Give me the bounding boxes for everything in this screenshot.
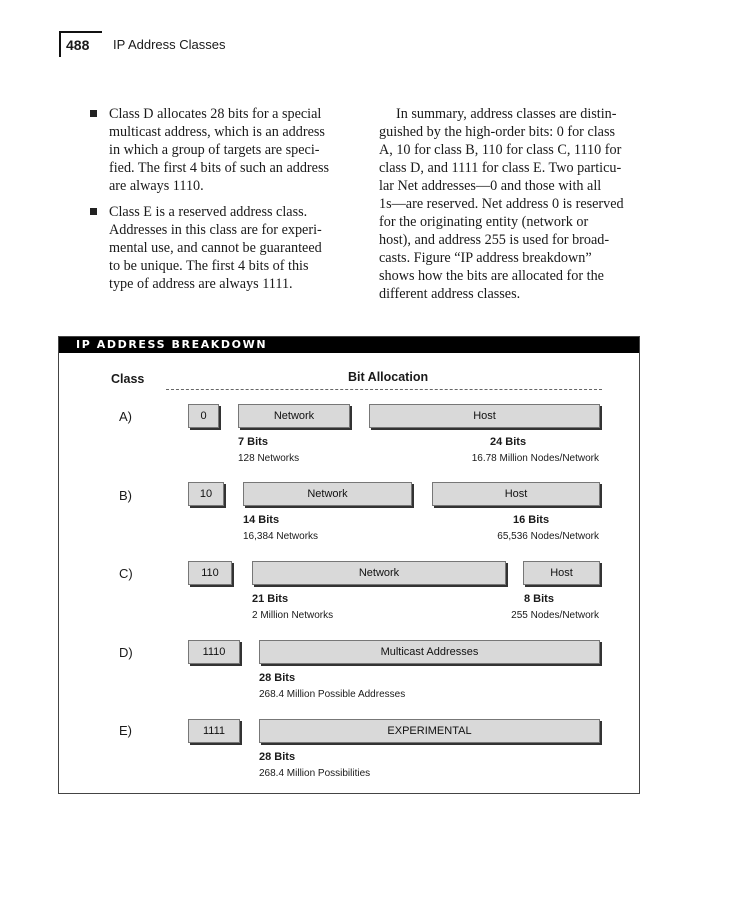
text-line: for the originating entity (network or (379, 214, 589, 230)
text-line: in which a group of targets are speci- (109, 142, 320, 158)
class-b-host-box: Host (432, 482, 600, 506)
column-header-class: Class (111, 372, 145, 386)
class-d-count: 268.4 Million Possible Addresses (259, 689, 406, 700)
header-rule-vertical (59, 31, 61, 57)
class-c-label: C) (119, 566, 133, 581)
class-c-prefix-box: 110 (188, 561, 232, 585)
class-d-multicast-box: Multicast Addresses (259, 640, 600, 664)
page-number: 488 (66, 37, 90, 53)
class-c-host-bits: 8 Bits (524, 593, 554, 605)
column-header-bit-allocation: Bit Allocation (348, 370, 429, 384)
class-d-bits: 28 Bits (259, 672, 296, 684)
section-title: IP Address Classes (113, 37, 226, 52)
class-b-host-count: 65,536 Nodes/Network (497, 531, 599, 542)
figure-title: IP ADDRESS BREAKDOWN (76, 338, 268, 351)
figure-title-bar (59, 337, 639, 353)
bullet-class-e (90, 203, 342, 293)
class-b-network-bits: 14 Bits (243, 514, 280, 526)
class-a-network-box: Network (238, 404, 350, 428)
text-line: different address classes. (379, 286, 521, 302)
text-line: to be unique. The first 4 bits of this (109, 258, 309, 274)
right-column (379, 105, 639, 303)
bullet-square-icon (90, 110, 97, 117)
class-a-network-count: 128 Networks (238, 453, 300, 464)
bullet-class-d (90, 105, 342, 195)
ip-address-breakdown-figure (58, 336, 640, 794)
text-line: mental use, and cannot be guaranteed (109, 240, 322, 256)
class-c-network-count: 2 Million Networks (252, 610, 334, 621)
class-d-prefix-box: 1110 (188, 640, 240, 664)
class-b-network-count: 16,384 Networks (243, 531, 319, 542)
class-e-label: E) (119, 723, 132, 738)
text-line: A, 10 for class B, 110 for class C, 1110 for (379, 142, 622, 158)
text-line: lar Net addresses—0 and those with all (379, 178, 602, 194)
class-c-host-count: 255 Nodes/Network (511, 610, 599, 621)
class-c-network-box: Network (252, 561, 506, 585)
left-column (90, 105, 342, 301)
class-c-host-box: Host (523, 561, 600, 585)
text-line: class D, and 1111 for class E. Two particu- (379, 160, 622, 176)
text-line: guished by the high-order bits: 0 for class (379, 124, 616, 140)
text-line: host), and address 255 is used for broad- (379, 232, 610, 248)
text-line: In summary, address classes are distin- (396, 106, 617, 122)
header-divider (166, 389, 602, 390)
text-line: Addresses in this class are for experi- (109, 222, 322, 238)
text-line: casts. Figure “IP address breakdown” (379, 250, 592, 266)
class-c-network-bits: 21 Bits (252, 593, 289, 605)
text-line: shows how the bits are allocated for the (379, 268, 604, 284)
class-e-bits: 28 Bits (259, 751, 296, 763)
class-b-network-box: Network (243, 482, 412, 506)
class-a-label: A) (119, 409, 132, 424)
class-d-label: D) (119, 645, 133, 660)
bullet-square-icon (90, 208, 97, 215)
class-a-network-bits: 7 Bits (238, 436, 268, 448)
text-line: multicast address, which is an address (109, 124, 325, 140)
text-line: Class E is a reserved address class. (109, 204, 308, 220)
text-line: fied. The first 4 bits of such an address (109, 160, 329, 176)
header-rule-horizontal (59, 31, 102, 33)
class-b-prefix-box: 10 (188, 482, 224, 506)
text-line: are always 1110. (109, 178, 204, 194)
class-b-label: B) (119, 488, 132, 503)
class-e-experimental-box: EXPERIMENTAL (259, 719, 600, 743)
class-a-host-count: 16.78 Million Nodes/Network (471, 453, 599, 464)
class-e-count: 268.4 Million Possibilities (259, 768, 371, 779)
class-a-prefix-box: 0 (188, 404, 219, 428)
text-line: Class D allocates 28 bits for a special (109, 106, 322, 122)
text-line: type of address are always 1111. (109, 276, 293, 292)
class-a-host-box: Host (369, 404, 600, 428)
class-e-prefix-box: 1111 (188, 719, 240, 743)
text-line: 1s—are reserved. Net address 0 is reserved (379, 196, 624, 212)
class-b-host-bits: 16 Bits (513, 514, 550, 526)
class-a-host-bits: 24 Bits (490, 436, 527, 448)
